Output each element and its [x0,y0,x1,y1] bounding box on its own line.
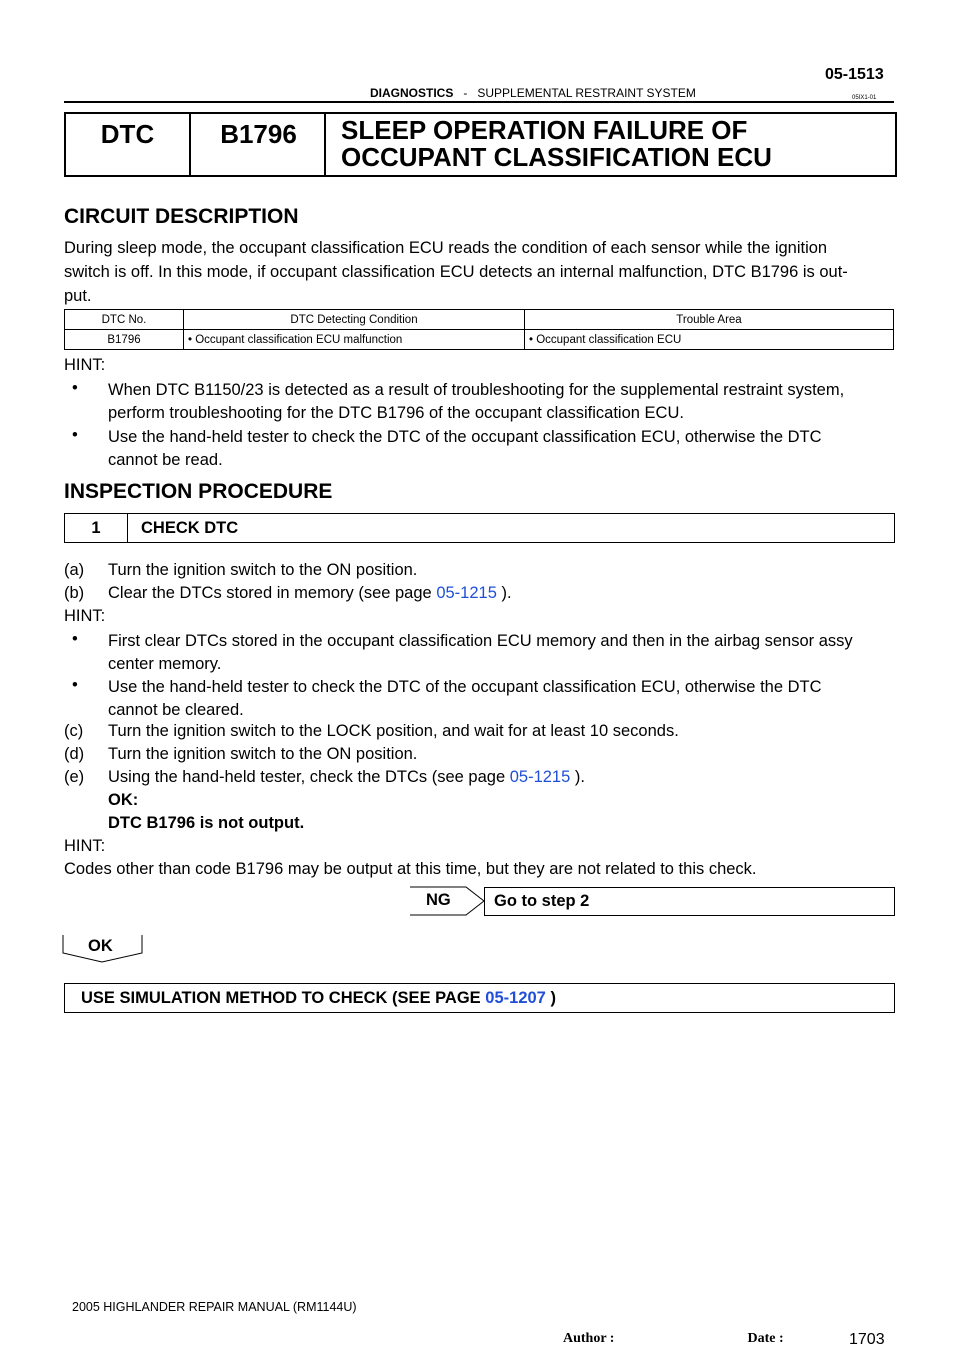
step-hint-bullet-2-line-1: Use the hand-held tester to check the DTC of the occupant classification ECU, otherwise the DTC [108,678,822,696]
page-link[interactable]: 05-1215 [509,768,571,786]
step-e-marker: (e) [64,768,85,786]
final-action-end: ) [550,989,556,1007]
circuit-line-3: put. [64,287,92,305]
final-action-box [64,983,895,1013]
bullet-icon: • [72,630,78,648]
ng-label: NG [426,891,451,909]
ok-flow-label: OK [88,937,113,955]
section-separator: - [463,86,468,100]
ng-action-box[interactable] [484,887,895,916]
circuit-line-1: During sleep mode, the occupant classification ECU reads the condition of each sensor while the ignition [64,239,828,257]
hint-bullet-2-line-1: Use the hand-held tester to check the DTC of the occupant classification ECU, otherwise the DTC [108,428,822,446]
table-cell: B1796 [65,330,184,350]
page-link[interactable]: 05-1207 [485,989,546,1007]
ok-label: OK: [108,791,139,809]
bullet-icon: • [72,426,78,444]
header-rule [64,101,894,103]
step-c-text: Turn the ignition switch to the LOCK position, and wait for at least 10 seconds. [108,722,679,740]
title-text [341,117,881,171]
table-row [65,330,894,350]
step-d-text: Turn the ignition switch to the ON position. [108,745,418,763]
footer-page-number: 1703 [849,1331,885,1348]
title-line-2: OCCUPANT CLASSIFICATION ECU [341,142,772,172]
step-a-text: Turn the ignition switch to the ON position. [108,561,418,579]
footer-author [563,1331,784,1347]
ng-arrow-icon [410,884,486,918]
table-cell: • Occupant classification ECU [525,330,894,350]
step-b-marker: (b) [64,584,85,602]
hint-label: HINT: [64,607,106,625]
table-cell: • Occupant classification ECU malfunction [184,330,525,350]
step-b-end: ). [501,584,512,602]
date-label: Date : [747,1331,784,1346]
step-d-marker: (d) [64,745,85,763]
section-header [370,86,696,100]
step-e-end: ). [574,768,585,786]
step-title: CHECK DTC [141,519,239,537]
table-header-cell: DTC No. [65,310,184,330]
table-header-row [65,310,894,330]
step-hint-bullet-1-line-2: center memory. [108,655,222,673]
hint-bullet-1-line-1: When DTC B1150/23 is detected as a result of troubleshooting for the supplemental restraint system, [108,381,845,399]
hint-label: HINT: [64,837,106,855]
bullet-icon: • [72,379,78,397]
dtc-table [64,309,894,350]
step-b-body: Clear the DTCs stored in memory (see page [108,584,432,602]
step-box [64,513,895,543]
step-c-marker: (c) [64,722,84,740]
step-number: 1 [65,514,128,542]
page-link[interactable]: 05-1215 [436,584,497,602]
step-hint-bullet-1 [108,630,894,676]
step-a-marker: (a) [64,561,85,579]
hint-bullet-1-line-2: perform troubleshooting for the DTC B1796 of the occupant classification ECU. [108,404,684,422]
final-action-text [81,984,556,1012]
hint-bullet-2-line-2: cannot be read. [108,451,223,469]
hint-bullet-2 [108,426,894,472]
title-code: B1796 [193,114,326,175]
final-action-body: USE SIMULATION METHOD TO CHECK (SEE PAGE [81,989,481,1007]
page-number: 05-1513 [825,66,884,83]
ng-action-text: Go to step 2 [494,892,590,910]
table-header-cell: Trouble Area [525,310,894,330]
circuit-paragraph [64,236,894,308]
title-line-1: SLEEP OPERATION FAILURE OF [341,115,748,145]
step-e-body: Using the hand-held tester, check the DTCs (see page [108,768,506,786]
step-hint-bullet-2 [108,676,894,722]
bullet-icon: • [72,676,78,694]
circuit-heading: CIRCUIT DESCRIPTION [64,205,299,228]
title-box [64,112,897,177]
title-label: DTC [66,114,191,175]
hint-text: Codes other than code B1796 may be output at this time, but they are not related to this check. [64,860,757,878]
section-sub: SUPPLEMENTAL RESTRAINT SYSTEM [477,86,696,100]
hint-label: HINT: [64,356,106,374]
hint-bullet-1 [108,379,894,425]
ok-criteria: DTC B1796 is not output. [108,814,305,832]
section-main: DIAGNOSTICS [370,86,454,100]
step-hint-bullet-2-line-2: cannot be cleared. [108,701,244,719]
inspection-heading: INSPECTION PROCEDURE [64,480,333,503]
footer-manual: 2005 HIGHLANDER REPAIR MANUAL (RM1144U) [72,1300,357,1314]
step-e-text [108,768,585,787]
table-header-cell: DTC Detecting Condition [184,310,525,330]
step-hint-bullet-1-line-1: First clear DTCs stored in the occupant classification ECU memory and then in the airbag sensor assy [108,632,853,650]
step-b-text [108,584,512,603]
author-label: Author : [563,1331,615,1346]
doc-code: 05IX1-01 [852,95,877,101]
circuit-line-2: switch is off. In this mode, if occupant classification ECU detects an internal malfunction, DTC B1796 is out- [64,263,848,281]
